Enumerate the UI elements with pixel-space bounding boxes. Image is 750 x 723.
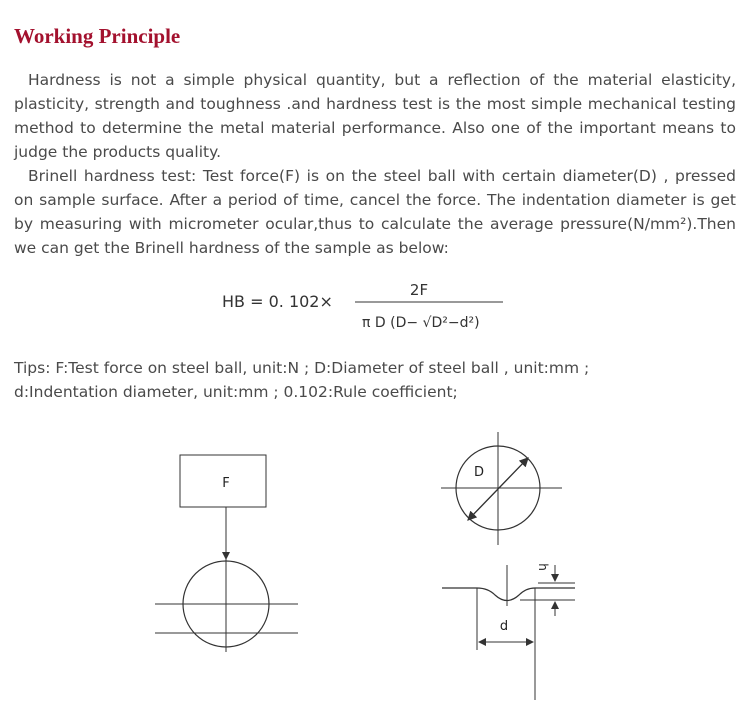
indented-surface (442, 588, 575, 601)
brinell-paragraph (14, 164, 736, 260)
brinell-formula (0, 278, 750, 338)
indentation-figure (442, 563, 575, 700)
ball-diameter-figure (441, 432, 562, 545)
force-label: F (222, 476, 230, 491)
intro-text: Hardness is not a simple physical quantity, but a reflection of the material elasticity, plasticity, strength and toughness .and hardness test is the most simple mechanical testing method to determine the metal material performance. Also one of the important means to judge the products quality. (14, 71, 736, 161)
tips-line-1: Tips: F:Test force on steel ball, unit:N ; D:Diameter of steel ball , unit:mm ; (14, 359, 590, 377)
formula-lhs: HB = 0. 102× (222, 292, 333, 311)
page-title: Working Principle (14, 24, 181, 48)
tips-line-2: d:Indentation diameter, unit:mm ; 0.102:Rule coefficient; (14, 383, 458, 401)
brinell-diagram (0, 420, 750, 720)
tips-block (14, 356, 736, 404)
depth-label: h (536, 563, 550, 571)
formula-denominator: π D (D− √D²−d²) (362, 315, 480, 331)
ball-diameter-label: D (473, 465, 485, 480)
intro-paragraph (14, 68, 736, 164)
indent-diameter-label: d (499, 619, 509, 634)
brinell-text: Brinell hardness test: Test force(F) is on the steel ball with certain diameter(D) , pressed on sample surface. After a period of time, cancel the force. The indentation diameter is get by measuring with micrometer ocular,thus to calculate the average pressure(N/mm²).Then we can get the Brinell hardness of the sample as below: (14, 167, 736, 257)
force-ball-figure (155, 455, 298, 652)
formula-numerator: 2F (409, 281, 429, 299)
